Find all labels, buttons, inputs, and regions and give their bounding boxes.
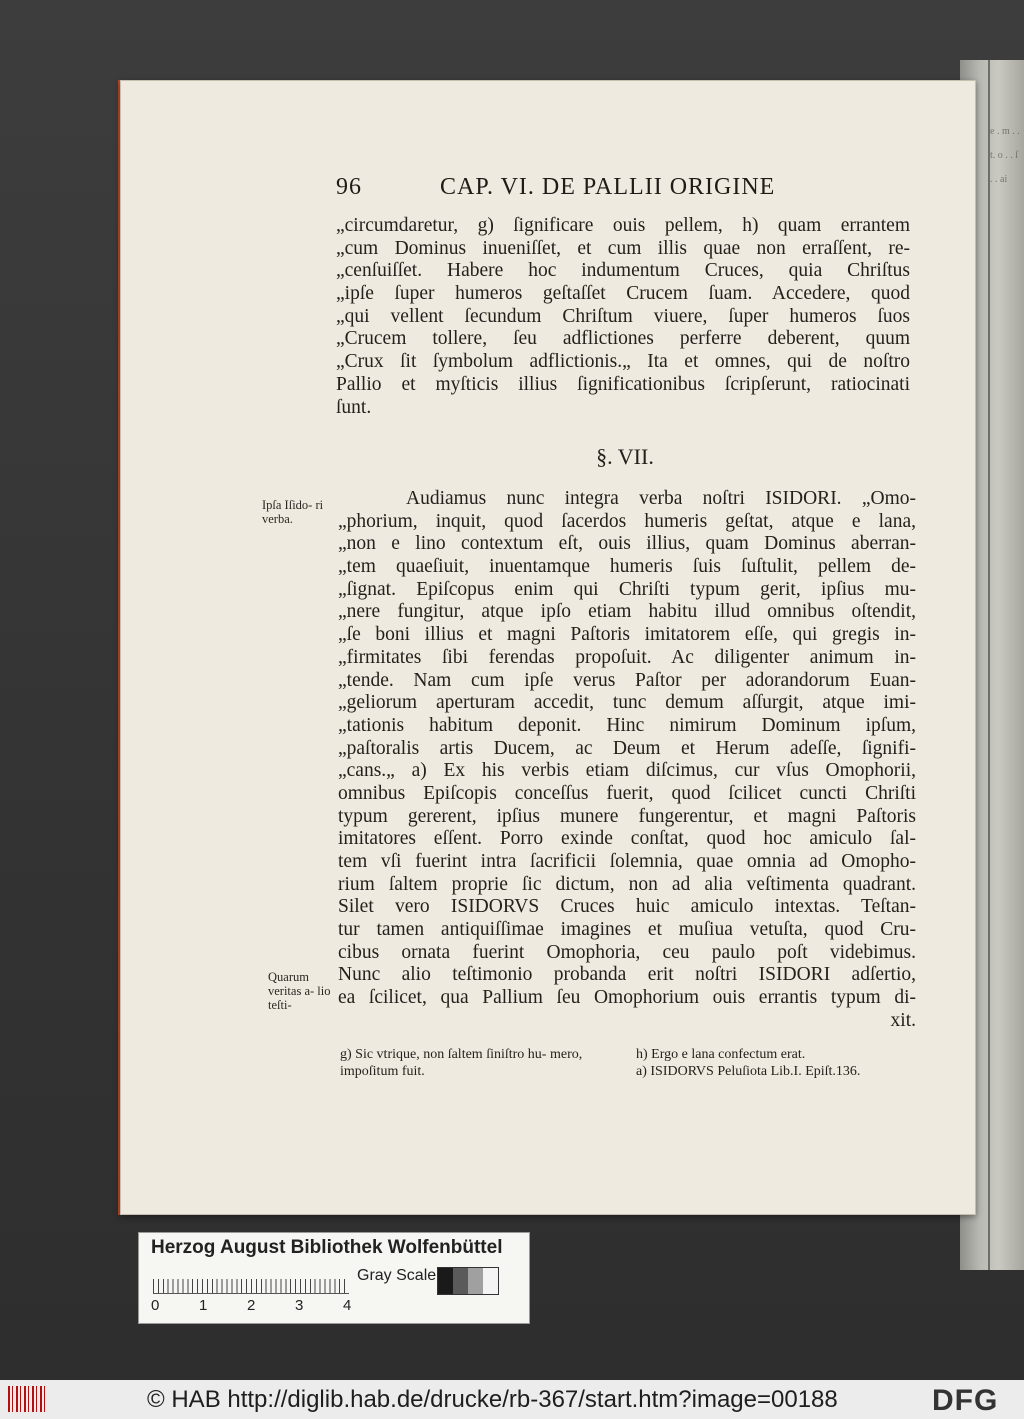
ruler-numbers (149, 1297, 359, 1317)
text-line: „ſe boni illius et magni Paſtoris imitatorem eſſe, qui gregis in- (338, 624, 916, 646)
barcode-icon (8, 1386, 48, 1412)
gray-scale-swatches (437, 1267, 499, 1295)
running-head (336, 174, 916, 204)
margin-note: Ipſa Iſido- ri verba. (262, 498, 324, 526)
gray-swatch (453, 1268, 468, 1294)
ruler-number: 2 (247, 1297, 256, 1314)
text-line: „Crucem tollere, ſeu adflictiones perferre deberent, quum (336, 328, 910, 350)
text-line: „tationis habitum deponit. Hinc nimirum Dominum ipſum, (338, 714, 916, 736)
text-line: „qui vellent ſecundum Chriſtum viuere, ſuper humeros ſuos (336, 305, 910, 327)
library-name: Herzog August Bibliothek Wolfenbüttel (151, 1237, 503, 1258)
text-line: imitatores eſſent. Porro exinde conſtat, quod hoc amiculo ſal- (338, 828, 916, 850)
text-line: „ſignat. Epiſcopus enim qui Chriſti typum gerit, ipſius mu- (338, 578, 916, 600)
text-line: „geliorum aperturam accedit, tunc demum aſſurgit, atque imi- (338, 692, 916, 714)
text-line: omnibus Epiſcopis conceſſus fuerit, quod ſcilicet cuncti Chriſti (338, 782, 916, 804)
gray-scale-label: Gray Scale (357, 1267, 437, 1284)
text-line: „firmitates ſibi ferendas propoſuit. Ac diligenter animum in- (338, 646, 916, 668)
text-line: tem vſi fuerint intra ſacrificii ſolemnia, quae omnia ad Omopho- (338, 851, 916, 872)
text-line: „cum Dominus inueniſſet, et cum illis quae non erraſſent, re- (336, 237, 910, 259)
text-line: xit. (890, 1009, 916, 1031)
text-line: Pallio et myſticis illius ſignificationibus ſcripſerunt, ratiocinati (336, 373, 910, 395)
text-line: tur tamen antiquiſſimae imagines et muſiua vetuſta, quod Cru- (338, 919, 916, 941)
footer-bar (0, 1380, 1024, 1419)
text-line: „circumdaretur, g) ſignificare ouis pellem, h) quam errantem (336, 215, 910, 236)
gray-swatch (438, 1268, 453, 1294)
footnote-right (636, 1046, 926, 1080)
text-block-continuation (336, 215, 910, 419)
text-line: rium ſaltem proprie ſic dictum, non ad alia veſtimenta quadrant. (338, 873, 916, 895)
text-line: „phorium, inquit, quod ſacerdos humeris geſtat, atque e lana, (338, 510, 916, 532)
ruler-number: 0 (151, 1297, 160, 1314)
page-number: 96 (336, 174, 362, 200)
ruler-number: 1 (199, 1297, 208, 1314)
copyright-link[interactable]: © HAB http://diglib.hab.de/drucke/rb-367/start.htm?image=00188 (147, 1386, 838, 1413)
gray-swatch (483, 1268, 498, 1294)
ruler-number: 4 (343, 1297, 352, 1314)
ruler-number: 3 (295, 1297, 304, 1314)
text-block-section-vii (338, 488, 916, 1033)
text-line: „nere fungitur, atque ipſo etiam habitu illud omnibus oſtendit, (338, 601, 916, 623)
centimeter-ruler (153, 1269, 349, 1294)
text-line: cibus ornata fuerint Omophoria, ceu paulo poſt videbimus. (338, 941, 916, 963)
text-line: „ipſe ſuper humeros geſtaſſet Crucem ſuam. Accedere, quod (336, 283, 910, 305)
text-line: „tem quaeſiuit, inuentamque humeris ſuis ſuſtulit, pellem de- (338, 556, 916, 578)
margin-note: Quarum veritas a- lio teſti- (268, 970, 331, 1012)
text-line: Silet vero ISIDORVS Cruces huic amiculo intextas. Teſtan- (338, 896, 916, 918)
text-line: „non e lino contextum eſt, ouis illius, quam Dominus aberran- (338, 533, 916, 555)
text-line: „Crux ſit ſymbolum adflictionis.„ Ita et omnes, qui de noſtro (336, 351, 910, 373)
text-line: ſunt. (336, 396, 372, 418)
footnote-left: g) Sic vtrique, non ſaltem ſiniſtro hu- mero, impoſitum fuit. (340, 1047, 583, 1079)
text-line: Audiamus nunc integra verba noſtri ISIDORI. „Omo- (406, 488, 916, 509)
gray-swatch (468, 1268, 483, 1294)
text-line: „tende. Nam cum ipſe verus Paſtor per adorandorum Euan- (338, 669, 916, 691)
text-line: „cenſuiſſet. Habere hoc indumentum Cruces, quia Chriſtus (336, 260, 910, 282)
library-scale-card (138, 1232, 530, 1324)
text-line: typum gererent, ipſius munere fungerentur, et magni Paſtoris (338, 805, 916, 827)
adjacent-page-text: e . m . . t. o . . ſ . . ai (990, 126, 1020, 185)
running-title: CAP. VI. DE PALLII ORIGINE (440, 174, 776, 200)
text-line: „cans.„ a) Ex his verbis etiam diſcimus, cur vſus Omophorii, (338, 760, 916, 782)
footnote-a: a) ISIDORVS Peluſiota Lib.I. Epiſt.136. (636, 1064, 861, 1079)
text-line: „paſtoralis artis Ducem, ac Deum et Herum adeſſe, ſignifi- (338, 737, 916, 759)
section-heading: §. VII. (596, 444, 654, 469)
text-line: ea ſcilicet, qua Pallium ſeu Omophorium ouis errantis typum di- (338, 987, 916, 1009)
text-line: Nunc alio teſtimonio probanda erit noſtri ISIDORI adſertio, (338, 964, 916, 986)
dfg-logo: DFG (932, 1384, 999, 1417)
footnote-h: h) Ergo e lana confectum erat. (636, 1047, 806, 1062)
